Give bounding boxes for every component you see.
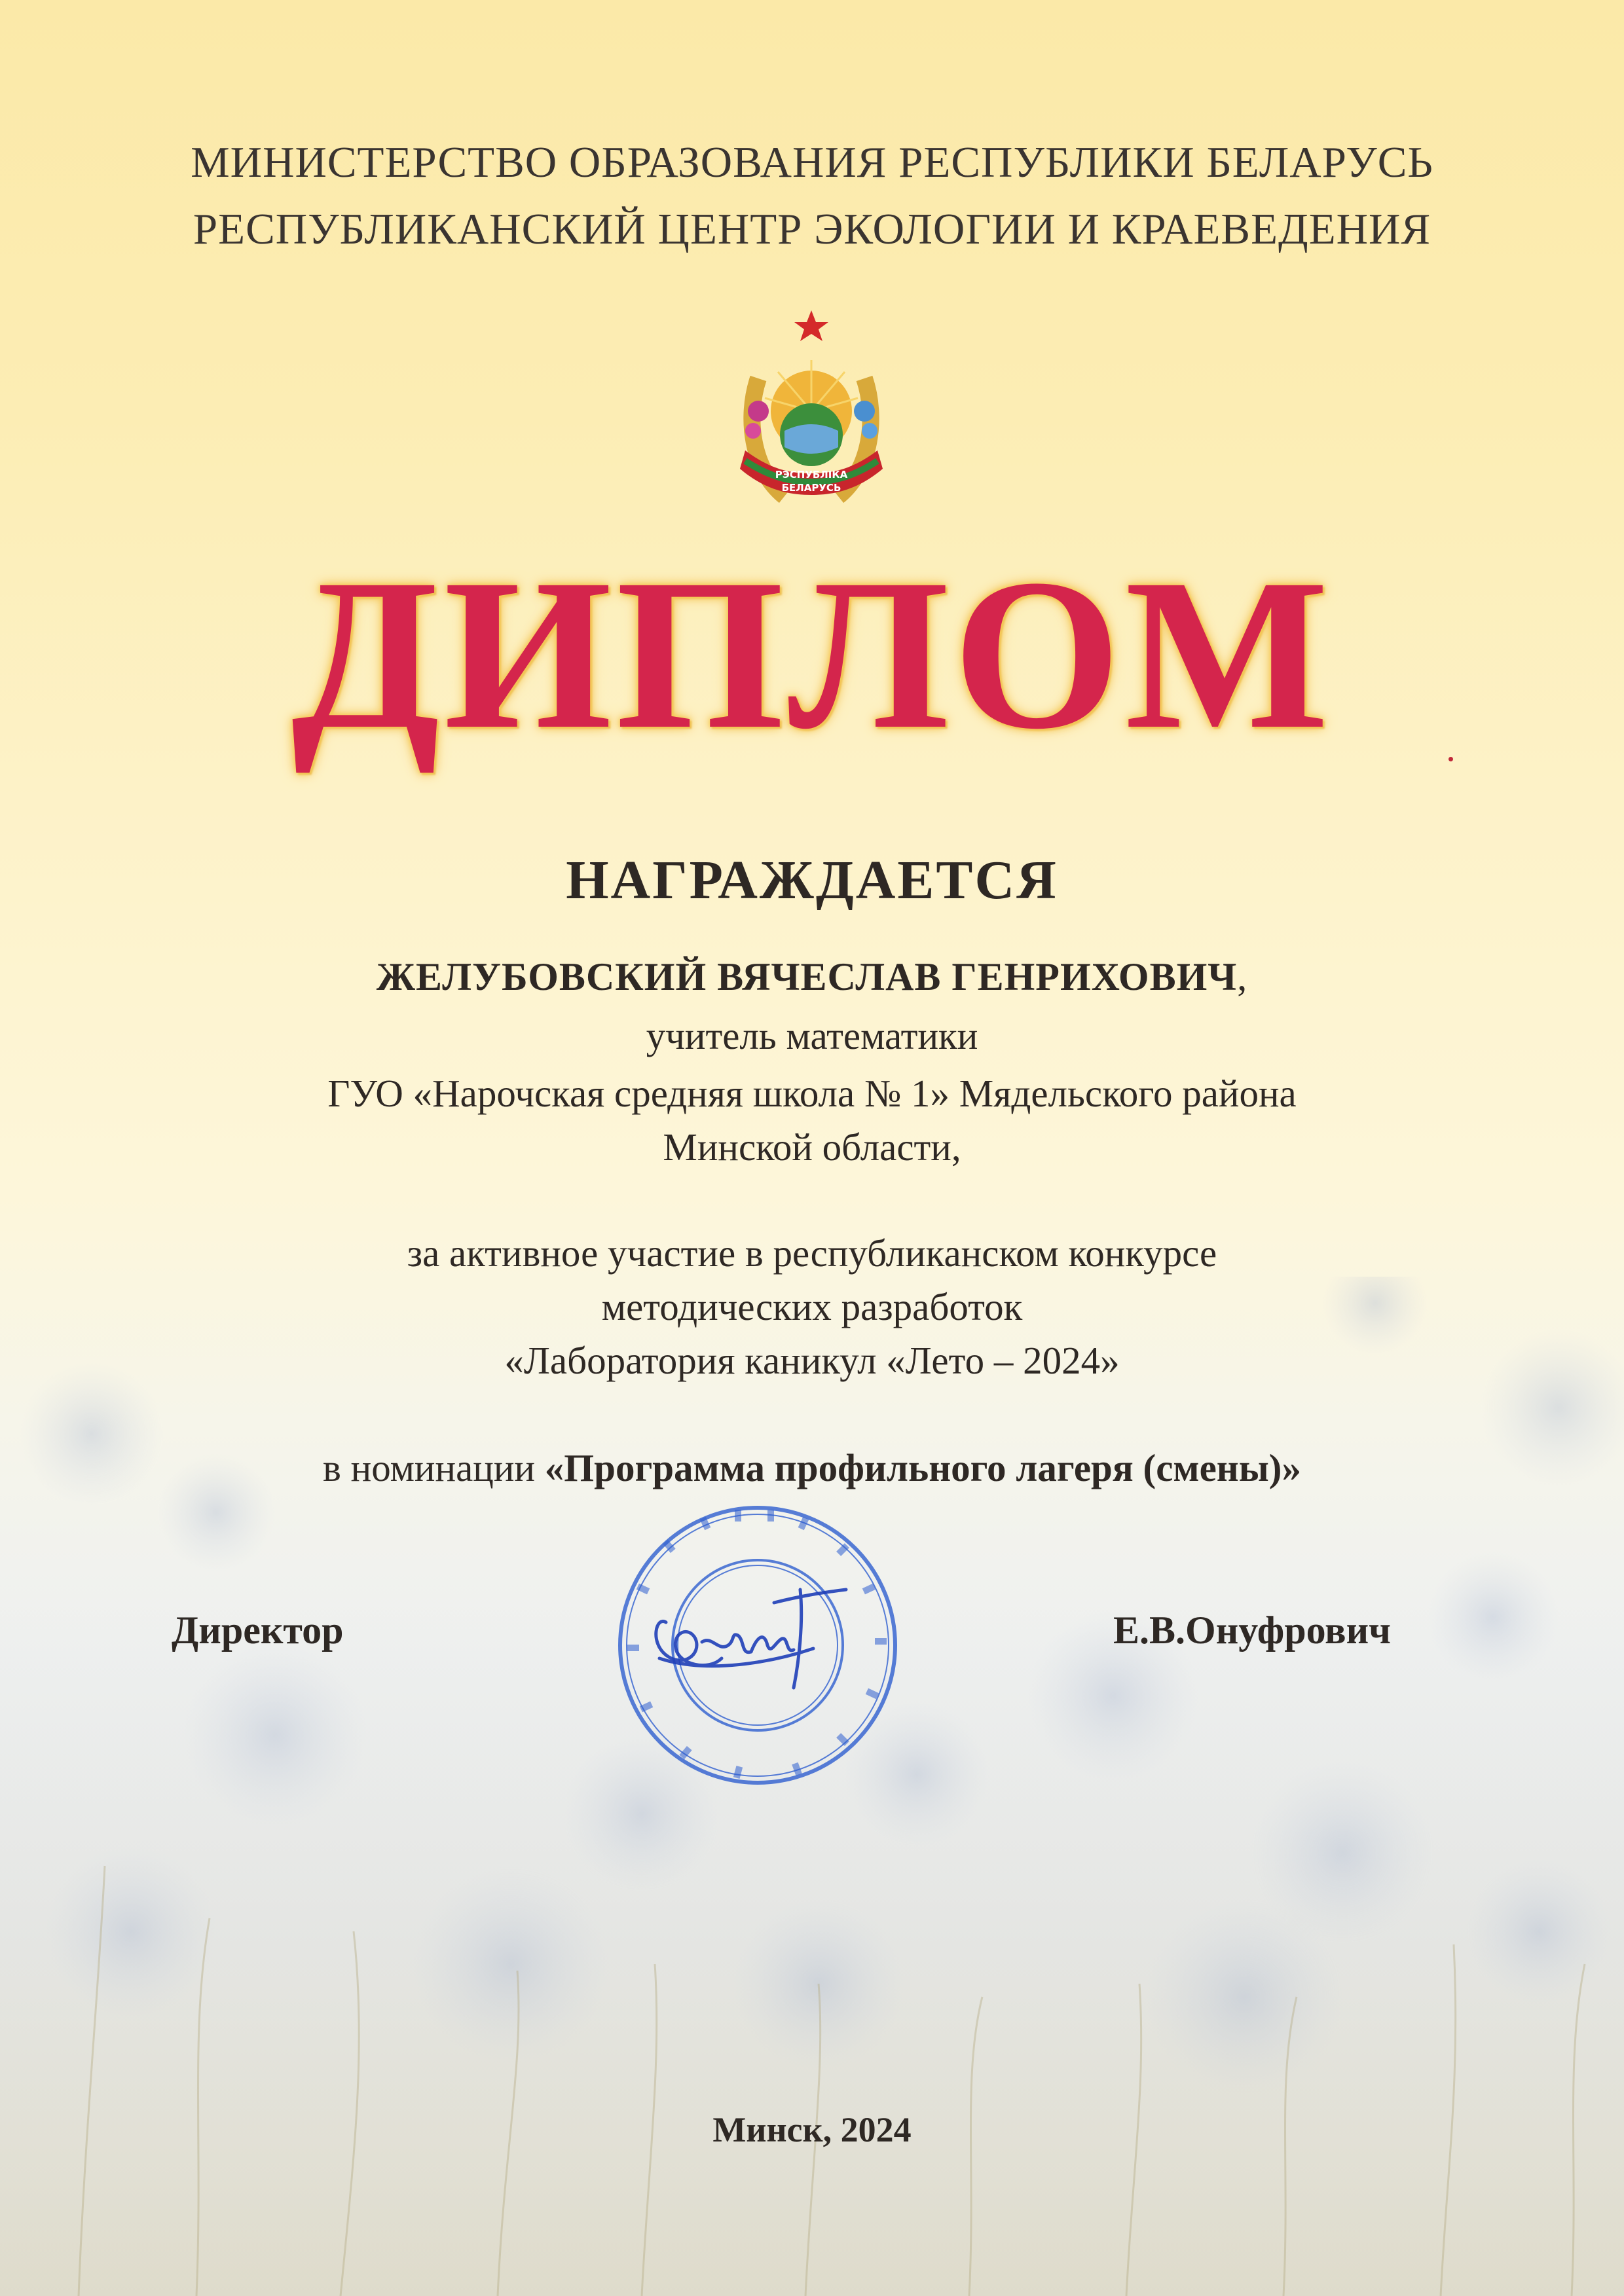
- nomination-value: «Программа профильного лагеря (смены)»: [544, 1446, 1301, 1489]
- emblem-ribbon-bottom: БЕЛАРУСЬ: [781, 482, 841, 494]
- recipient-school: ГУО «Нарочская средняя школа № 1» Мядельского района: [327, 1072, 1297, 1115]
- director-name: Е.В.Онуфрович: [1113, 1609, 1391, 1652]
- recipient-name-line: [0, 955, 1624, 1000]
- recipient-region: Минской области,: [663, 1125, 961, 1169]
- handwritten-signature-icon: [656, 1590, 846, 1688]
- recipient-name-comma: ,: [1237, 955, 1248, 998]
- recipient-position: учитель математики: [646, 1014, 978, 1057]
- reason-line-1: за активное участие в республиканском конкурсе: [407, 1231, 1217, 1275]
- round-seal-stamp-icon: [604, 1491, 912, 1799]
- diploma-title: ДИПЛОМ: [291, 535, 1333, 774]
- emblem-ribbon-top: РЭСПУБЛІКА: [775, 469, 848, 481]
- place-and-year: Минск, 2024: [712, 2110, 912, 2149]
- belarus-coat-of-arms-icon: [719, 306, 904, 517]
- center-title: РЕСПУБЛИКАНСКИЙ ЦЕНТР ЭКОЛОГИИ И КРАЕВЕДЕНИЯ: [193, 205, 1431, 253]
- director-role: Директор: [172, 1609, 344, 1652]
- ministry-title: МИНИСТЕРСТВО ОБРАЗОВАНИЯ РЕСПУБЛИКИ БЕЛАРУСЬ: [191, 138, 1433, 187]
- paper-speck: [1449, 757, 1453, 761]
- nomination-prefix: в номинации: [323, 1446, 545, 1489]
- reason-line-3: «Лаборатория каникул «Лето – 2024»: [504, 1339, 1120, 1382]
- nomination-line: [0, 1446, 1624, 1491]
- recipient-name: ЖЕЛУБОВСКИЙ ВЯЧЕСЛАВ ГЕНРИХОВИЧ: [376, 955, 1238, 998]
- award-label: НАГРАЖДАЕТСЯ: [566, 850, 1058, 911]
- reason-line-2: методических разработок: [601, 1285, 1023, 1328]
